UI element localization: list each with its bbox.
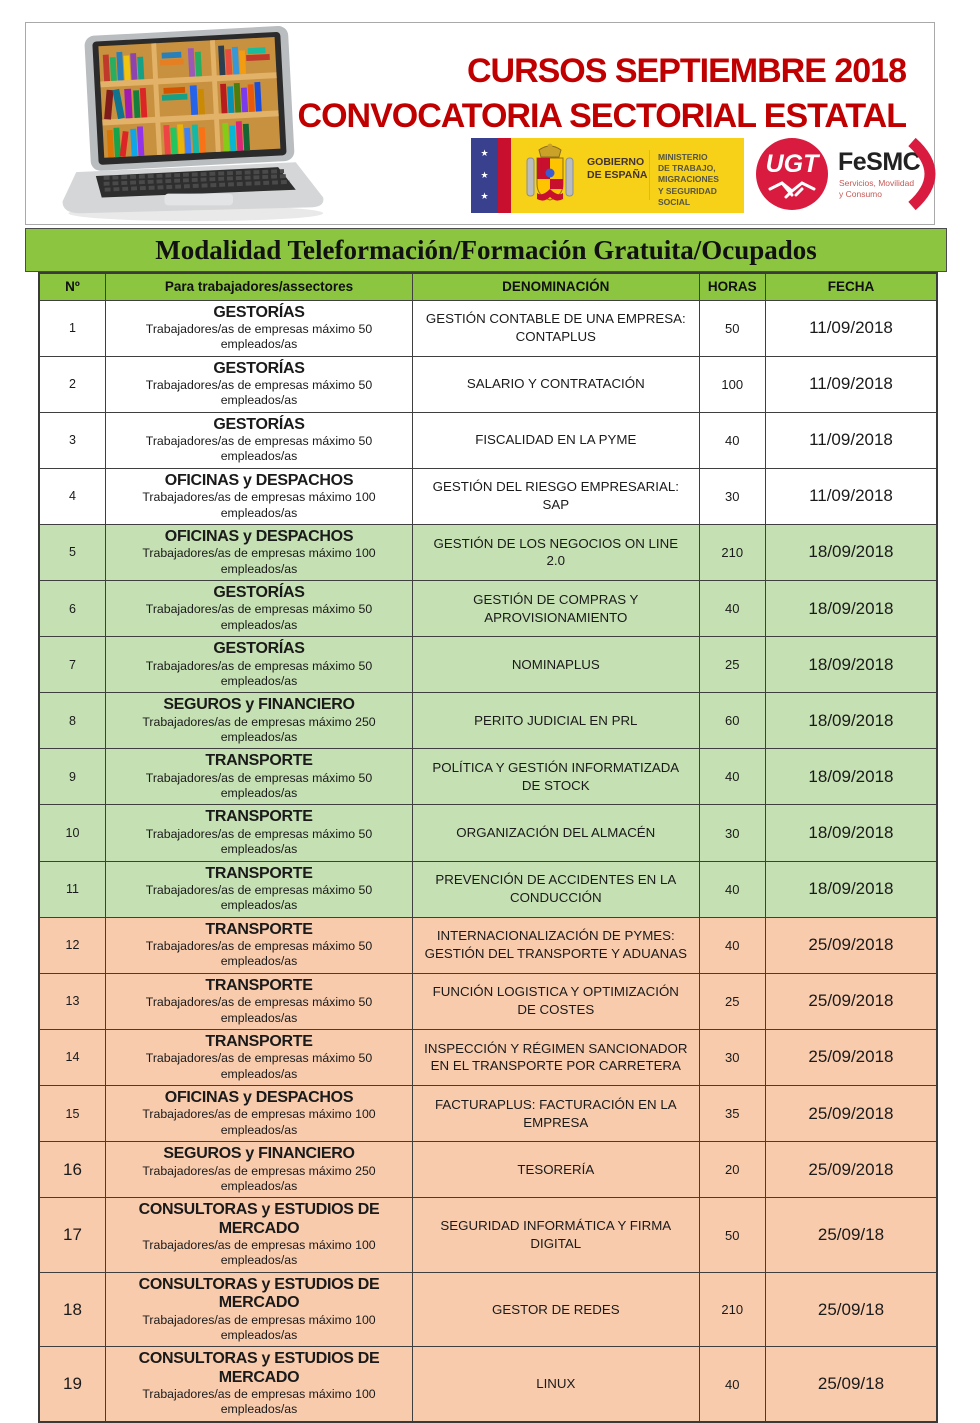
laptop-bookshelf-image [36,29,336,225]
sector-cell [105,973,412,1029]
red-arc-icon [908,138,948,210]
sector-cell [105,1347,412,1422]
audience-text: Trabajadores/as de empresas máximo 50 empleados/as [145,321,373,352]
audience-text: Trabajadores/as de empresas máximo 50 empleados/as [145,378,373,408]
page-title-line2: CONVOCATORIA SECTORIAL ESTATAL [297,96,906,135]
course-date: 18/09/2018 [765,693,937,749]
sector-cell [105,356,412,412]
course-name: GESTIÓN DE LOS NEGOCIOS ON LINE 2.0 [413,524,699,580]
course-hours: 60 [699,693,765,749]
table-row [39,861,937,917]
audience-text: Trabajadores/as de empresas máximo 50 empleados/as [145,434,373,464]
course-name: TESORERÍA [413,1142,699,1198]
sector-name: OFICINAS y DESPACHOS [164,471,354,489]
table-row [39,1086,937,1142]
ugt-fesmc-logo [756,136,946,214]
col-header-num: Nº [39,273,105,300]
table-row [39,805,937,861]
course-name: GESTIÓN DEL RIESGO EMPRESARIAL: SAP [413,468,699,524]
sector-name: CONSULTORAS y ESTUDIOS DE MERCADO [138,1201,380,1237]
course-date: 11/09/2018 [765,468,937,524]
course-hours: 40 [699,861,765,917]
sector-cell [105,1086,412,1142]
sector-name: SEGUROS y FINANCIERO [163,696,355,714]
audience-text: Trabajadores/as de empresas máximo 50 empleados/as [145,882,373,913]
course-hours: 35 [699,1086,765,1142]
sector-cell [105,581,412,637]
course-hours: 30 [699,468,765,524]
audience-text: Trabajadores/as de empresas máximo 50 empleados/as [145,826,373,857]
table-row [39,468,937,524]
table-row [39,300,937,356]
row-number: 14 [39,1029,105,1085]
row-number: 16 [39,1142,105,1198]
gov-logo [471,138,744,213]
course-hours: 210 [699,1272,765,1347]
row-number: 17 [39,1198,105,1273]
course-date: 11/09/2018 [765,412,937,468]
ugt-circle-icon [756,138,828,210]
fesmc-text: FeSMC [838,148,921,176]
course-name: GESTIÓN DE COMPRAS Y APROVISIONAMIENTO [413,581,699,637]
ministry-text [658,152,743,209]
page-title [298,49,906,139]
course-name: NOMINAPLUS [413,637,699,693]
row-number: 2 [39,356,105,412]
sector-cell [105,1029,412,1085]
sector-name: OFICINAS y DESPACHOS [164,527,354,545]
course-date: 25/09/2018 [765,1086,937,1142]
row-number: 3 [39,412,105,468]
course-name: LINUX [413,1347,699,1422]
course-date: 25/09/2018 [765,917,937,973]
audience-text: Trabajadores/as de empresas máximo 50 empleados/as [145,939,373,969]
table-row [39,749,937,805]
table-row [39,1347,937,1422]
audience-text: Trabajadores/as de empresas máximo 100 empleados/as [142,1387,376,1417]
gobierno-line1: GOBIERNO [587,155,645,168]
course-date: 18/09/2018 [765,524,937,580]
audience-text: Trabajadores/as de empresas máximo 100 empleados/as [142,1312,376,1342]
row-number: 12 [39,917,105,973]
course-name: GESTOR DE REDES [413,1272,699,1347]
course-date: 18/09/2018 [765,749,937,805]
star-icon: ★ [480,169,489,180]
table-row [39,1272,937,1347]
gov-logo-red-stripe [498,138,511,213]
sector-cell [105,1272,412,1347]
sector-name: CONSULTORAS y ESTUDIOS DE MERCADO [138,1275,380,1312]
star-icon: ★ [480,148,489,158]
course-name: FUNCIÓN LOGISTICA Y OPTIMIZACIÓN DE COSTES [413,973,699,1029]
audience-text: Trabajadores/as de empresas máximo 250 empleados/as [142,714,376,745]
ministerio-line2: DE TRABAJO, MIGRACIONES [658,162,719,185]
course-name: PREVENCIÓN DE ACCIDENTES EN LA CONDUCCIÓN [413,861,699,917]
sector-cell [105,637,412,693]
course-date: 18/09/2018 [765,805,937,861]
logos-row [471,136,946,214]
gov-logo-text [587,156,647,182]
course-hours: 40 [699,1347,765,1422]
gov-logo-stars [471,138,498,213]
sector-name: TRANSPORTE [205,752,313,770]
audience-text: Trabajadores/as de empresas máximo 50 empleados/as [145,658,373,688]
audience-text: Trabajadores/as de empresas máximo 250 empleados/as [142,1163,376,1193]
row-number: 18 [39,1272,105,1347]
table-header-row [39,273,937,300]
audience-text: Trabajadores/as de empresas máximo 50 empleados/as [145,1051,373,1081]
row-number: 5 [39,524,105,580]
sector-cell [105,524,412,580]
course-name: PERITO JUDICIAL EN PRL [413,693,699,749]
audience-text: Trabajadores/as de empresas máximo 100 empleados/as [142,1107,376,1137]
course-hours: 40 [699,749,765,805]
ministerio-line3: Y SEGURIDAD SOCIAL [658,185,717,208]
course-hours: 40 [699,581,765,637]
sector-cell [105,805,412,861]
course-name: FACTURAPLUS: FACTURACIÓN EN LA EMPRESA [413,1086,699,1142]
sector-cell [105,300,412,356]
table-row [39,524,937,580]
sector-name: GESTORÍAS [213,303,305,321]
course-name: INSPECCIÓN Y RÉGIMEN SANCIONADOR EN EL TRANSPORTE POR CARRETERA [413,1029,699,1085]
course-hours: 100 [699,356,765,412]
course-hours: 30 [699,805,765,861]
table-row [39,412,937,468]
gobierno-line2: DE ESPAÑA [587,168,648,181]
audience-text: Trabajadores/as de empresas máximo 50 empleados/as [145,602,373,632]
gov-logo-divider [649,150,650,200]
course-hours: 30 [699,1029,765,1085]
course-date: 11/09/2018 [765,356,937,412]
table-row [39,356,937,412]
course-name: FISCALIDAD EN LA PYME [413,412,699,468]
row-number: 15 [39,1086,105,1142]
col-header-horas: HORAS [699,273,765,300]
sector-cell [105,917,412,973]
sector-name: GESTORÍAS [213,640,305,658]
sector-cell [105,412,412,468]
table-row [39,973,937,1029]
audience-text: Trabajadores/as de empresas máximo 100 empleados/as [142,1238,376,1268]
fesmc-tagline [839,178,914,201]
ministerio-line1: MINISTERIO [658,151,708,162]
sector-cell [105,468,412,524]
course-date: 18/09/2018 [765,861,937,917]
table-row [39,1029,937,1085]
sector-name: GESTORÍAS [213,359,305,377]
course-date: 25/09/2018 [765,1142,937,1198]
course-hours: 20 [699,1142,765,1198]
course-date: 11/09/2018 [765,300,937,356]
course-date: 25/09/18 [765,1198,937,1273]
course-name: ORGANIZACIÓN DEL ALMACÉN [413,805,699,861]
sector-name: SEGUROS y FINANCIERO [163,1145,355,1163]
col-header-audience: Para trabajadores/assectores [105,273,412,300]
sector-cell [105,1142,412,1198]
audience-text: Trabajadores/as de empresas máximo 100 empleados/as [142,546,376,576]
row-number: 11 [39,861,105,917]
modality-banner [25,228,947,272]
sector-name: CONSULTORAS y ESTUDIOS DE MERCADO [138,1350,380,1386]
course-date: 25/09/18 [765,1347,937,1422]
audience-text: Trabajadores/as de empresas máximo 100 empleados/as [142,490,376,520]
course-hours: 50 [699,1198,765,1273]
handshake-icon [766,179,818,201]
sector-name: OFICINAS y DESPACHOS [164,1089,354,1107]
course-date: 18/09/2018 [765,581,937,637]
sector-cell [105,1198,412,1273]
header [25,22,935,225]
course-name: INTERNACIONALIZACIÓN DE PYMES: GESTIÓN DEL TRANSPORTE Y ADUANAS [413,917,699,973]
sector-name: TRANSPORTE [205,976,313,994]
sector-cell [105,861,412,917]
table-row [39,1142,937,1198]
course-hours: 40 [699,917,765,973]
col-header-fecha: FECHA [765,273,937,300]
table-row [39,693,937,749]
row-number: 4 [39,468,105,524]
sector-name: TRANSPORTE [205,864,313,882]
course-name: GESTIÓN CONTABLE DE UNA EMPRESA: CONTAPLUS [413,300,699,356]
course-name: POLÍTICA Y GESTIÓN INFORMATIZADA DE STOCK [413,749,699,805]
course-hours: 40 [699,412,765,468]
sector-name: GESTORÍAS [213,584,305,602]
audience-text: Trabajadores/as de empresas máximo 50 empleados/as [145,995,373,1025]
tagline-line1: Servicios, Movilidad [839,178,915,188]
course-hours: 210 [699,524,765,580]
modality-banner-title: Modalidad Teleformación/Formación Gratuita/Ocupados [155,234,817,265]
page-title-line1: CURSOS SEPTIEMBRE 2018 [466,52,906,90]
row-number: 9 [39,749,105,805]
course-date: 25/09/2018 [765,973,937,1029]
table-row [39,637,937,693]
tagline-line2: y Consumo [839,189,882,200]
sector-name: TRANSPORTE [205,808,313,826]
course-hours: 50 [699,300,765,356]
course-name: SEGURIDAD INFORMÁTICA Y FIRMA DIGITAL [413,1198,699,1273]
sector-cell [105,693,412,749]
row-number: 1 [39,300,105,356]
course-table [38,272,938,1423]
row-number: 6 [39,581,105,637]
course-date: 25/09/18 [765,1272,937,1347]
sector-name: TRANSPORTE [205,1032,313,1050]
course-table-body [39,300,937,1422]
course-hours: 25 [699,973,765,1029]
audience-text: Trabajadores/as de empresas máximo 50 empleados/as [145,770,373,801]
coat-of-arms-icon [519,142,581,209]
row-number: 19 [39,1347,105,1422]
course-date: 18/09/2018 [765,637,937,693]
star-icon: ★ [480,191,489,201]
row-number: 8 [39,693,105,749]
table-row [39,1198,937,1273]
row-number: 13 [39,973,105,1029]
ugt-text: UGT [765,150,819,178]
col-header-denominacion: DENOMINACIÓN [413,273,699,300]
sector-name: TRANSPORTE [205,920,313,938]
sector-cell [105,749,412,805]
course-name: SALARIO Y CONTRATACIÓN [413,356,699,412]
sector-name: GESTORÍAS [213,415,305,433]
table-row [39,917,937,973]
table-row [39,581,937,637]
row-number: 10 [39,805,105,861]
course-date: 25/09/2018 [765,1029,937,1085]
row-number: 7 [39,637,105,693]
course-hours: 25 [699,637,765,693]
